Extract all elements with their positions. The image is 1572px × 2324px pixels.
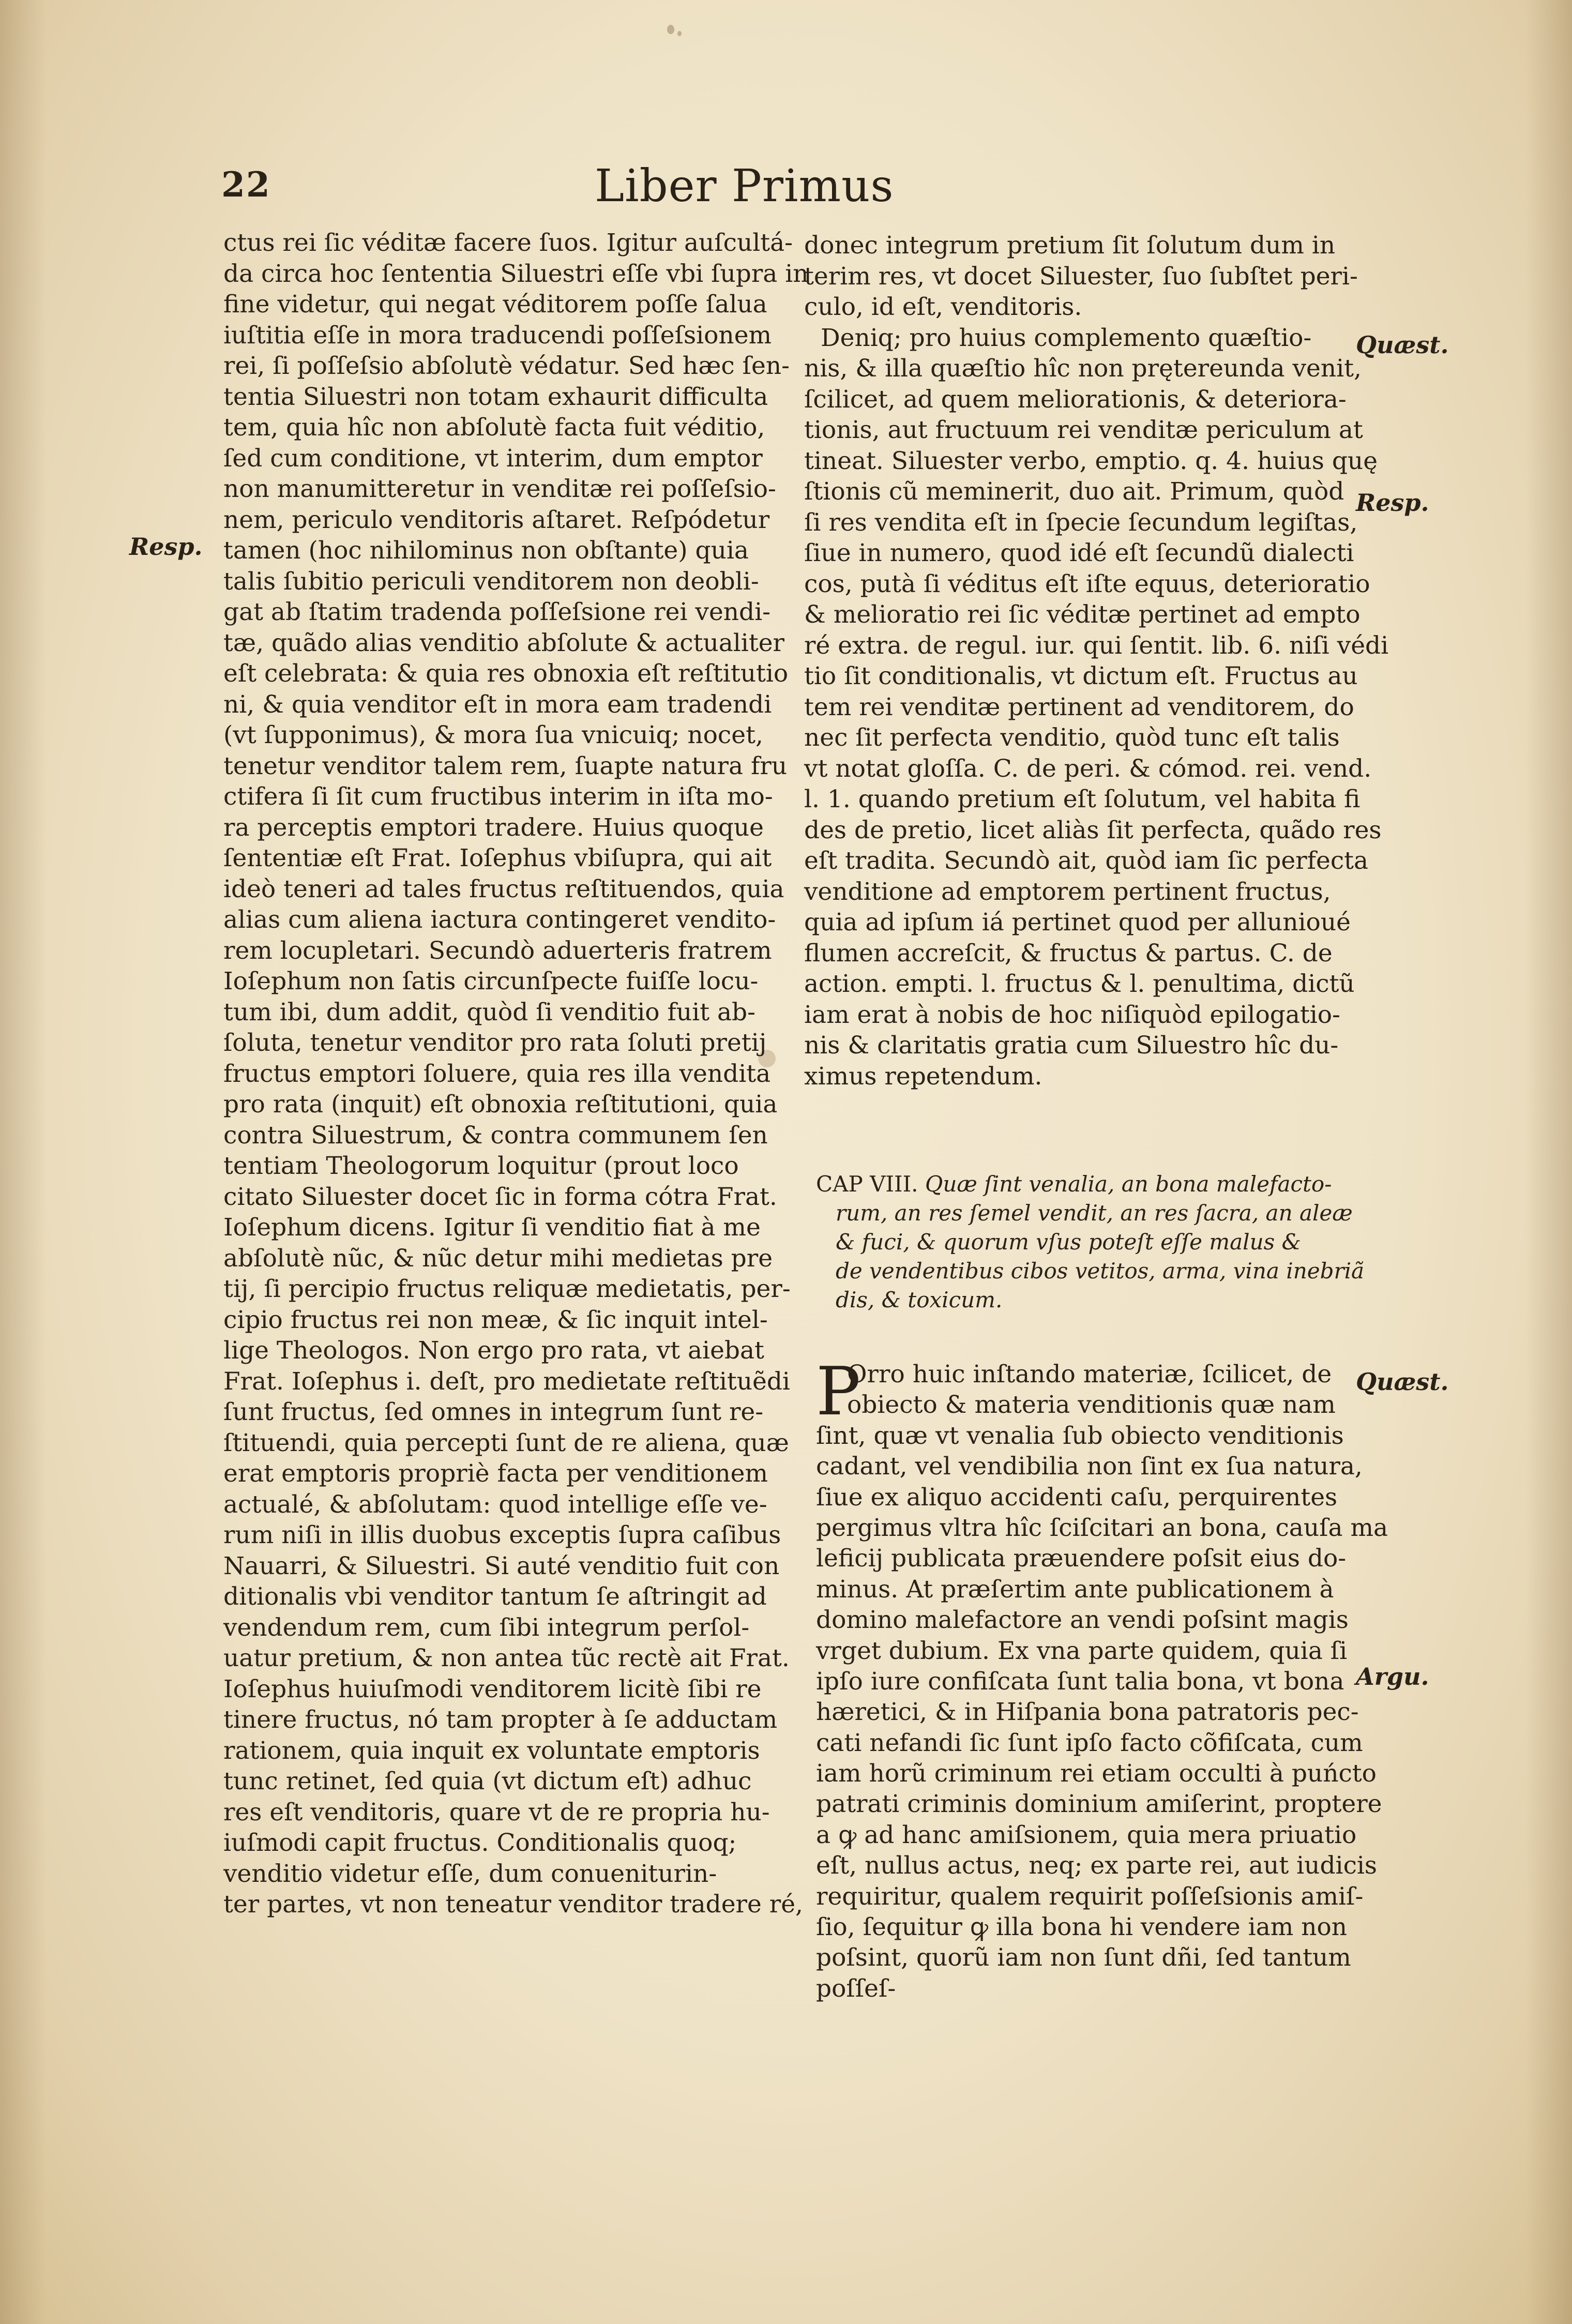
text-line: venditione ad emptorem pertinent fructus, bbox=[804, 877, 1331, 906]
text-line: terim res, vt docet Siluester, ſuo ſubſtet peri- bbox=[804, 262, 1358, 291]
text-line: vt notat gloſſa. C. de peri. & cómod. rei. vend. bbox=[804, 754, 1372, 783]
text-line: ſio, ſequitur ꝙ illa bona hi vendere iam non bbox=[816, 1913, 1348, 1942]
text-line: nis & claritatis gratia cum Siluestro hîc du- bbox=[804, 1031, 1339, 1060]
text-line: tentiam Theologorum loquitur (prout loco bbox=[223, 1152, 739, 1180]
chapter-heading bbox=[816, 1170, 1364, 1315]
chapter-summary-text: de vendentibus cibos vetitos, arma, vina inebriã bbox=[836, 1258, 1365, 1284]
chapter-heading-line bbox=[816, 1228, 1364, 1257]
margin-note-resp-right: Resp. bbox=[1356, 489, 1429, 517]
text-line: tionis, aut fructuum rei venditæ periculum at bbox=[804, 416, 1363, 444]
chapter-summary-text: rum, an res ſemel vendit, an res ſacra, an aleæ bbox=[836, 1200, 1353, 1226]
chapter-heading-line bbox=[816, 1170, 1364, 1199]
text-line: domino malefactore an vendi poſsint magis bbox=[816, 1606, 1349, 1635]
text-line: rum niſi in illis duobus exceptis ſupra caſibus bbox=[223, 1521, 781, 1549]
text-line: cadant, vel vendibilia non ſint ex ſua natura, bbox=[816, 1452, 1363, 1481]
ink-spot bbox=[677, 31, 682, 36]
text-line: tenetur venditor talem rem, ſuapte natura fru bbox=[223, 751, 788, 780]
text-line: des de pretio, licet aliàs ſit perfecta, quãdo res bbox=[804, 816, 1382, 844]
text-line: Deniq; pro huius complemento quæſtio- bbox=[821, 323, 1312, 352]
text-line: vrget dubium. Ex vna parte quidem, quia ſi bbox=[816, 1636, 1348, 1665]
text-line: venditio videtur eſſe, dum conueniturin- bbox=[223, 1859, 717, 1888]
text-line: ximus repetendum. bbox=[804, 1062, 1042, 1091]
text-line: Nauarri, & Siluestri. Si auté venditio fuit con bbox=[223, 1551, 780, 1580]
text-line: tem, quia hîc non abſolutè facta fuit véditio, bbox=[223, 413, 765, 442]
text-line: tamen (hoc nihilominus non obſtante) quia bbox=[223, 536, 749, 565]
text-line: Ioſephum non ſatis circunſpecte fuiſſe locu- bbox=[223, 967, 759, 995]
text-line: pro rata (inquit) eſt obnoxia reſtitutioni, quia bbox=[223, 1090, 778, 1119]
text-line: Ioſephum dicens. Igitur ſi venditio fiat à me bbox=[223, 1213, 761, 1242]
text-line: abſolutè nũc, & nũc detur mihi medietas pre bbox=[223, 1244, 773, 1273]
text-line: pergimus vltra hîc ſciſcitari an bona, cauſa ma bbox=[816, 1513, 1388, 1542]
text-line: nis, & illa quæſtio hîc non prętereunda venit, bbox=[804, 354, 1362, 383]
text-line: iam erat à nobis de hoc niſiquòd epilogatio- bbox=[804, 1000, 1340, 1029]
chapter-summary-text: dis, & toxicum. bbox=[836, 1287, 1003, 1312]
text-line: nec ſit perfecta venditio, quòd tunc eſt talis bbox=[804, 723, 1340, 752]
text-line: lige Theologos. Non ergo pro rata, vt aiebat bbox=[223, 1336, 764, 1365]
text-line: ſcilicet, ad quem meliorationis, & deteriora- bbox=[804, 385, 1347, 414]
text-line: ctifera ſi ſit cum fructibus interim in iſta mo- bbox=[223, 782, 773, 811]
text-line: eſt celebrata: & quia res obnoxia eſt reſtitutio bbox=[223, 659, 789, 688]
text-line: & melioratio rei ſic véditæ pertinet ad empto bbox=[804, 600, 1361, 629]
margin-note-resp-left: Resp. bbox=[129, 533, 203, 561]
text-line: cati nefandi ſic ſunt ipſo facto cõfiſcata, cum bbox=[816, 1728, 1363, 1757]
text-line: ſententiæ eſt Frat. Ioſephus vbiſupra, qui ait bbox=[223, 844, 772, 872]
margin-note-argu: Argu. bbox=[1356, 1663, 1429, 1691]
text-line: tineat. Siluester verbo, emptio. q. 4. huius quę bbox=[804, 446, 1378, 475]
text-line: talis ſubitio periculi venditorem non deobli- bbox=[223, 567, 759, 596]
text-line: ſint, quæ vt venalia ſub obiecto venditionis bbox=[816, 1421, 1344, 1450]
text-line: poſſeſ- bbox=[816, 1974, 896, 2003]
text-line: ctus rei ſic véditæ facere ſuos. Igitur auſcultá- bbox=[223, 229, 793, 257]
text-line: culo, id eſt, venditoris. bbox=[804, 293, 1082, 321]
left-edge-shadow bbox=[0, 0, 47, 2324]
text-line: leficij publicata præuendere poſsit eius do- bbox=[816, 1544, 1347, 1573]
text-line: (vt ſupponimus), & mora ſua vnicuiq; nocet, bbox=[223, 721, 763, 749]
text-line: ſtionis cũ meminerit, duo ait. Primum, quòd bbox=[804, 477, 1344, 506]
text-line: iuſtitia eſſe in mora traducendi poſſeſsionem bbox=[223, 321, 772, 350]
margin-note-quaest-1: Quæst. bbox=[1356, 331, 1449, 359]
text-line: iuſmodi capit fructus. Conditionalis quoq; bbox=[223, 1829, 737, 1857]
text-line: cipio fructus rei non meæ, & ſic inquit intel- bbox=[223, 1305, 768, 1334]
text-line: ſunt fructus, ſed omnes in integrum ſunt re- bbox=[223, 1398, 764, 1426]
text-line: action. empti. l. fructus & l. penultima, dictũ bbox=[804, 970, 1355, 998]
text-line: rem locupletari. Secundò aduerteris fratrem bbox=[223, 936, 772, 965]
text-line: tio ſit conditionalis, vt dictum eſt. Fructus au bbox=[804, 662, 1358, 690]
text-line: ditionalis vbi venditor tantum ſe aſtringit ad bbox=[223, 1582, 767, 1611]
text-line: da circa hoc ſententia Siluestri eſſe vbi ſupra in bbox=[223, 259, 809, 288]
right-edge-shadow bbox=[1525, 0, 1572, 2324]
text-line: tunc retinet, ſed quia (vt dictum eſt) adhuc bbox=[223, 1767, 752, 1795]
text-line: ré extra. de regul. iur. qui ſentit. lib. 6. niſi védi bbox=[804, 631, 1389, 660]
text-line: tem rei venditæ pertinent ad venditorem, do bbox=[804, 692, 1354, 721]
text-line: a ꝙ ad hanc amiſsionem, quia mera priuatio bbox=[816, 1820, 1357, 1849]
text-line: non manumitteretur in venditæ rei poſſeſsio- bbox=[223, 475, 776, 503]
text-line: obiecto & materia venditionis quæ nam bbox=[847, 1391, 1336, 1420]
text-line: alias cum aliena iactura contingeret vendito- bbox=[223, 906, 776, 934]
page-number: 22 bbox=[221, 164, 271, 205]
text-line: tinere fructus, nó tam propter à ſe adductam bbox=[223, 1706, 778, 1734]
text-line: vendendum rem, cum ſibi integrum perſol- bbox=[223, 1613, 750, 1642]
text-line: ſed cum conditione, vt interim, dum emptor bbox=[223, 444, 763, 473]
chapter-label: CAP VIII. bbox=[816, 1171, 918, 1197]
text-line: fructus emptori ſoluere, quia res illa vendita bbox=[223, 1059, 771, 1088]
text-line: Frat. Ioſephus i. deſt, pro medietate reſtituẽdi bbox=[223, 1367, 790, 1396]
ink-spot bbox=[667, 25, 674, 34]
text-line: Orro huic inſtando materiæ, ſcilicet, de bbox=[847, 1360, 1332, 1389]
text-line: iam horũ criminum rei etiam occulti à puńcto bbox=[816, 1759, 1377, 1788]
text-line: erat emptoris propriè facta per venditionem bbox=[223, 1459, 768, 1488]
chapter-body-text bbox=[816, 1353, 1388, 2004]
text-line: citato Siluester docet ſic in forma cótra Frat. bbox=[223, 1182, 777, 1211]
right-text-column bbox=[804, 230, 1389, 1092]
text-line: ra perceptis emptori tradere. Huius quoque bbox=[223, 813, 764, 842]
chapter-summary-text: & fuci, & quorum vſus poteſt eſſe malus & bbox=[836, 1229, 1301, 1255]
text-line: ſoluta, tenetur venditor pro rata ſoluti pretij bbox=[223, 1029, 767, 1057]
text-line: ideò teneri ad tales fructus reſtituendos, quia bbox=[223, 874, 784, 903]
chapter-heading-line bbox=[816, 1286, 1364, 1315]
text-line: tentia Siluestri non totam exhaurit difficulta bbox=[223, 382, 768, 411]
drop-cap: P bbox=[816, 1353, 861, 1430]
text-line: ſiue in numero, quod idé eſt ſecundũ dialecti bbox=[804, 539, 1354, 567]
chapter-summary-text: Quæ ſint venalia, an bona malefacto- bbox=[925, 1171, 1332, 1197]
text-line: ipſo iure confiſcata ſunt talia bona, vt bona bbox=[816, 1667, 1344, 1696]
text-line: tij, ſi percipio fructus reliquæ medietatis, per- bbox=[223, 1275, 791, 1303]
text-line: gat ab ſtatim tradenda poſſeſsione rei vendi- bbox=[223, 598, 771, 626]
text-line: quia ad ipſum iá pertinet quod per allunioué bbox=[804, 908, 1351, 937]
text-line: rei, ſi poſſeſsio abſolutè védatur. Sed hæc ſen- bbox=[223, 352, 790, 380]
chapter-heading-line bbox=[816, 1257, 1364, 1286]
text-line: uatur pretium, & non antea tũc rectè ait Frat. bbox=[223, 1644, 790, 1672]
text-line: contra Siluestrum, & contra communem ſen bbox=[223, 1121, 768, 1150]
text-line: requiritur, qualem requirit poſſeſsionis amiſ- bbox=[816, 1882, 1364, 1911]
text-line: minus. At præſertim ante publicationem à bbox=[816, 1575, 1334, 1604]
margin-note-quaest-2: Quæst. bbox=[1356, 1368, 1449, 1396]
chapter-heading-line bbox=[816, 1199, 1364, 1228]
text-line: ſi res vendita eſt in ſpecie ſecundum legiſtas, bbox=[804, 508, 1358, 537]
text-line: ter partes, vt non teneatur venditor tradere ré, bbox=[223, 1890, 803, 1919]
text-line: fine videtur, qui negat véditorem poſſe ſalua bbox=[223, 290, 767, 319]
text-line: cos, putà ſi véditus eſt iſte equus, deterioratio bbox=[804, 569, 1370, 598]
text-line: actualé, & abſolutam: quod intellige eſſe ve- bbox=[223, 1490, 767, 1519]
text-line: patrati criminis dominium amiſerint, proptere bbox=[816, 1790, 1382, 1819]
text-line: res eſt venditoris, quare vt de re propria hu- bbox=[223, 1798, 770, 1827]
text-line: ni, & quia venditor eſt in mora eam tradendi bbox=[223, 690, 772, 719]
text-line: ſtituendi, quia percepti ſunt de re aliena, quæ bbox=[223, 1428, 789, 1457]
left-text-column bbox=[223, 228, 809, 1920]
text-line: donec integrum pretium ſit ſolutum dum in bbox=[804, 231, 1336, 260]
text-line: ſiue ex aliquo accidenti caſu, perquirentes bbox=[816, 1483, 1338, 1512]
text-line: nem, periculo venditoris aſtaret. Reſpódetur bbox=[223, 505, 770, 534]
text-line: eſt tradita. Secundò ait, quòd iam ſic perfecta bbox=[804, 847, 1369, 875]
text-line: eſt, nullus actus, neq; ex parte rei, aut iudicis bbox=[816, 1851, 1378, 1880]
text-line: flumen accreſcit, & fructus & partus. C. de bbox=[804, 939, 1333, 968]
text-line: rationem, quia inquit ex voluntate emptoris bbox=[223, 1736, 760, 1765]
text-line: l. 1. quando pretium eſt ſolutum, vel habita fi bbox=[804, 785, 1361, 813]
running-head: Liber Primus bbox=[595, 160, 894, 212]
text-line: tæ, quãdo alias venditio abſolute & actualiter bbox=[223, 628, 784, 657]
text-line: poſsint, quorũ iam non ſunt dñi, ſed tantum bbox=[816, 1943, 1351, 1972]
text-line: hæretici, & in Hiſpania bona patratoris pec- bbox=[816, 1698, 1359, 1727]
text-line: tum ibi, dum addit, quòd ſi venditio fuit ab- bbox=[223, 998, 756, 1027]
text-line: Ioſephus huiuſmodi venditorem licitè ſibi re bbox=[223, 1674, 762, 1703]
